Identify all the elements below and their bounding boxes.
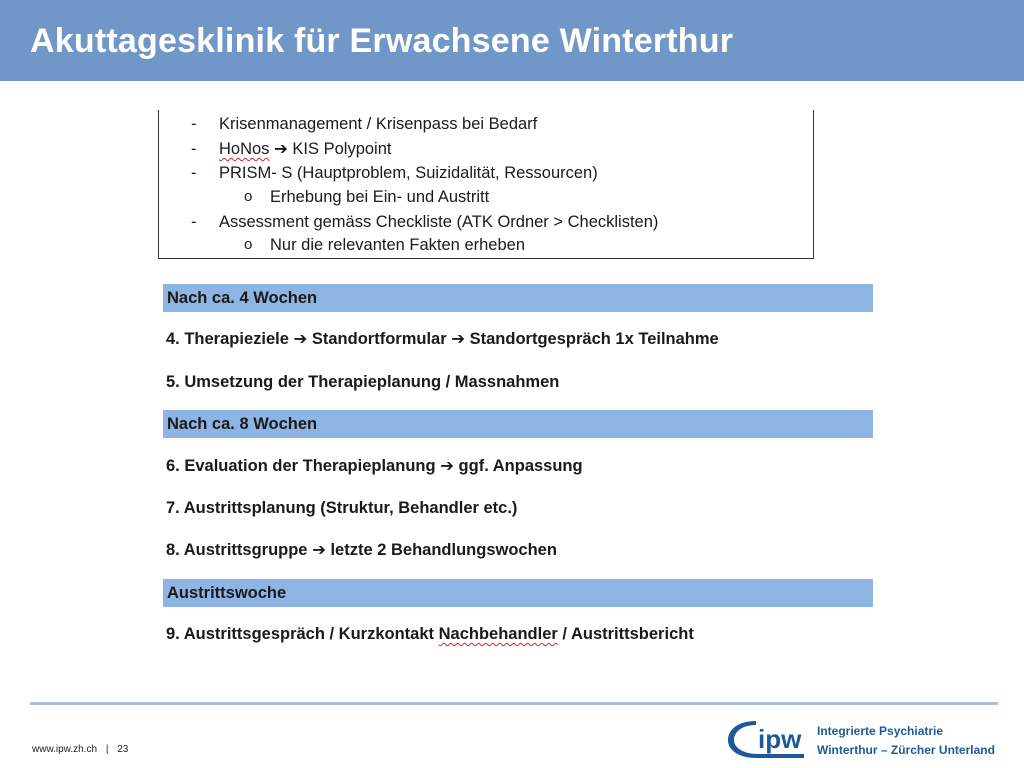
- section-header-exit-week: Austrittswoche: [163, 579, 873, 607]
- sub-list-marker: o: [244, 236, 253, 253]
- assessment-box: [158, 110, 814, 259]
- step-9-text-pre: 9. Austrittsgespräch / Kurzkontakt: [166, 625, 439, 643]
- list-item-text: Assessment gemäss Checkliste (ATK Ordner > Checklisten): [219, 213, 659, 231]
- page-title: Akuttagesklinik für Erwachsene Winterthur: [30, 22, 734, 60]
- step-7: 7. Austrittsplanung (Struktur, Behandler etc.): [166, 499, 518, 517]
- step-8: 8. Austrittsgruppe ➔ letzte 2 Behandlungswochen: [166, 541, 557, 559]
- list-item-text-underlined: HoNos: [219, 140, 270, 158]
- sub-list-item-text: Nur die relevanten Fakten erheben: [270, 236, 525, 254]
- step-9-text-post: / Austrittsbericht: [557, 625, 694, 643]
- step-9: [166, 623, 694, 645]
- footer-separator: |: [105, 744, 109, 755]
- list-item-text: Krisenmanagement / Krisenpass bei Bedarf: [219, 115, 538, 133]
- step-5: 5. Umsetzung der Therapieplanung / Massnahmen: [166, 373, 560, 391]
- section-header-4-weeks: Nach ca. 4 Wochen: [163, 284, 873, 312]
- section-header-8-weeks: Nach ca. 8 Wochen: [163, 410, 873, 438]
- step-4: 4. Therapieziele ➔ Standortformular ➔ Standortgespräch 1x Teilnahme: [166, 330, 719, 348]
- page-number: 23: [117, 744, 129, 755]
- list-marker: -: [191, 213, 197, 231]
- footer-info: [32, 744, 128, 755]
- logo-mark: ipw: [758, 724, 802, 754]
- step-9-text-underlined: Nachbehandler: [438, 625, 558, 643]
- list-item-text: PRISM- S (Hauptproblem, Suizidalität, Ressourcen): [219, 164, 598, 182]
- footer-url[interactable]: www.ipw.zh.ch: [32, 744, 98, 755]
- list-marker: -: [191, 164, 197, 182]
- logo-line-2: Winterthur – Zürcher Unterland: [817, 743, 995, 757]
- sub-list-item-text: Erhebung bei Ein- und Austritt: [270, 188, 490, 206]
- sub-list-marker: o: [244, 188, 253, 205]
- footer-divider: [30, 702, 998, 705]
- list-marker: -: [191, 115, 197, 133]
- list-marker: -: [191, 140, 197, 158]
- title-bar: [0, 0, 1024, 81]
- step-6: 6. Evaluation der Therapieplanung ➔ ggf. Anpassung: [166, 457, 583, 475]
- list-item-text: ➔ KIS Polypoint: [269, 140, 392, 158]
- ipw-logo-icon: [726, 715, 808, 761]
- logo-line-1: Integrierte Psychiatrie: [817, 724, 944, 738]
